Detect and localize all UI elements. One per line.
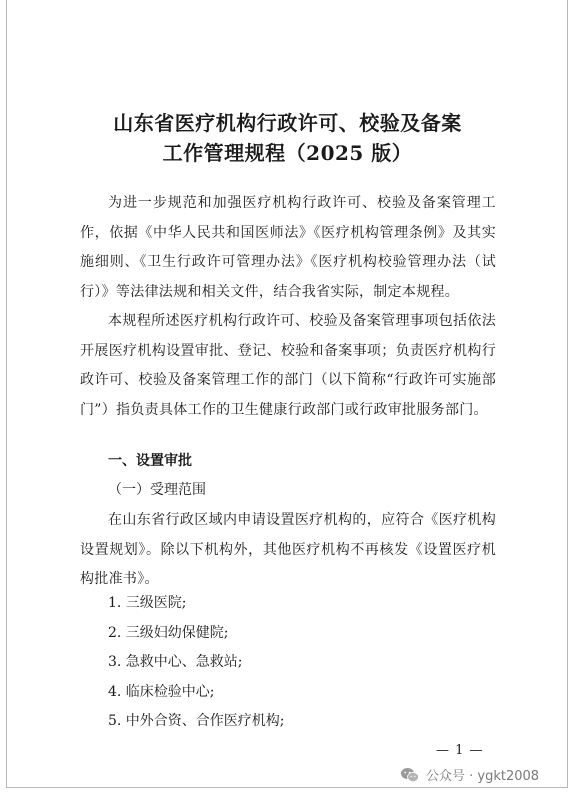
- paragraph-3: 在山东省行政区域内申请设置医疗机构的，应符合《医疗机构设置规划》。除以下机构外，其他医疗机构不再核发《设置医疗机构批准书》。: [80, 512, 496, 587]
- section-heading-setup-approval: 一、设置审批: [108, 453, 192, 469]
- paragraph-2: 本规程所述医疗机构行政许可、校验及备案管理事项包括依法开展医疗机构设置审批、登记、校验和备案事项；负责医疗机构行政许可、校验及备案管理工作的部门（以下简称“行政许可实施部门”）指负责具体工作的卫生健康行政部门或行政审批服务部门。: [80, 313, 496, 418]
- list-item: 1. 三级医院;: [108, 595, 187, 611]
- document-title-line1: 山东省医疗机构行政许可、校验及备案: [113, 111, 462, 135]
- document-title-line2: 工作管理规程（2025 版）: [162, 141, 413, 165]
- page-number: — 1 —: [436, 743, 484, 758]
- watermark: [400, 765, 539, 784]
- list-item: 4. 临床检验中心;: [108, 684, 215, 700]
- watermark-text: 公众号 · ygkt2008: [426, 769, 540, 784]
- list-item: 2. 三级妇幼保健院;: [108, 625, 229, 641]
- wechat-icon: [400, 767, 420, 783]
- list-item: 3. 急救中心、急救站;: [108, 654, 243, 670]
- paragraph-1: 为进一步规范和加强医疗机构行政许可、校验及备案管理工作，依据《中华人民共和国医师法》《医疗机构管理条例》及其实施细则、《卫生行政许可管理办法》《医疗机构校验管理办法（试行）》等法律法规和相关文件，结合我省实际，制定本规程。: [80, 195, 496, 300]
- subsection-heading-scope: （一）受理范围: [108, 482, 206, 498]
- list-item: 5. 中外合资、合作医疗机构;: [108, 713, 285, 729]
